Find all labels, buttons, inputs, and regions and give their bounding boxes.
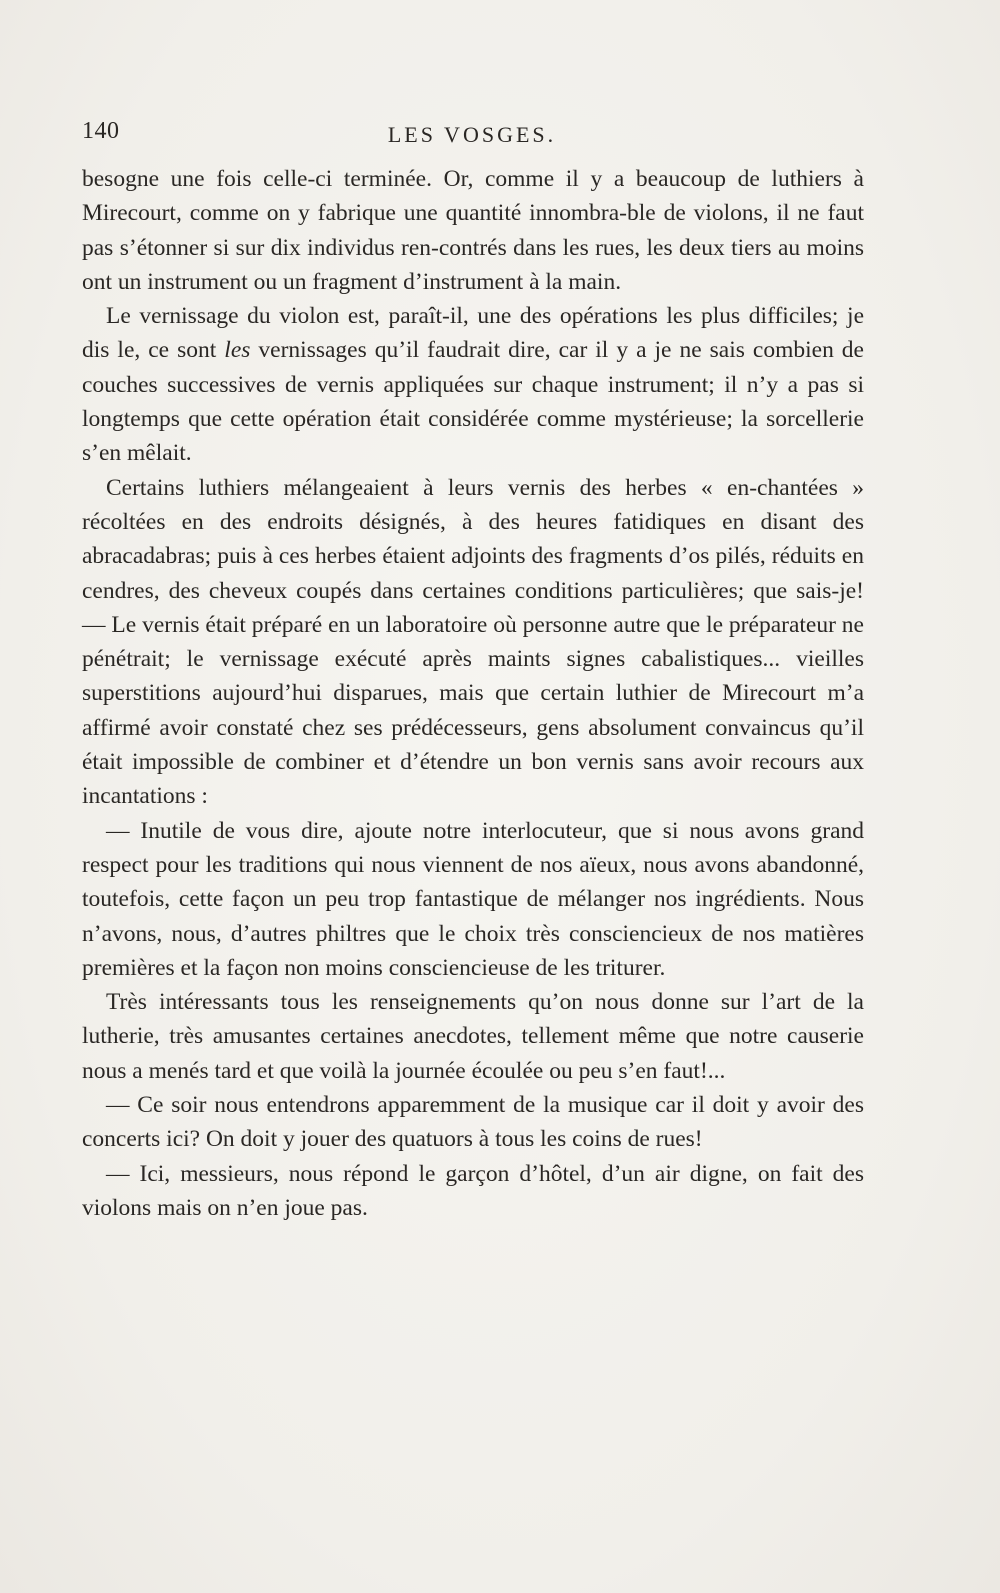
paragraph-continuation xyxy=(82,162,864,299)
paragraph-reply xyxy=(82,1157,864,1226)
paragraph-text: — Ici, messieurs, nous répond le garçon d’hôtel, d’un air digne, on fait des violons mais on n’en joue pas. xyxy=(82,1160,864,1221)
italic-emphasis: les xyxy=(224,337,251,364)
paragraph-text: besogne une fois celle-ci terminée. Or, comme il y a beaucoup de luthiers à Mirecourt, comme on y fabrique une quantité innombra-ble de violons, il ne faut pas s’étonner si sur dix individus ren-contrés dans les rues, les deux tiers au moins ont un instrument ou un fragment d’instrument à la main. xyxy=(82,166,864,295)
paragraph-interlocutor xyxy=(82,814,864,985)
paragraph-superstitions xyxy=(82,471,864,814)
paragraph-text: Le vernissage du violon est, paraît-il, une des opérations les plus difficiles; je dis le, ce sont xyxy=(82,303,864,364)
paragraph-vernissage xyxy=(82,299,864,470)
page-header xyxy=(82,118,862,152)
paragraph-text: — Ce soir nous entendrons apparemment de la musique car il doit y avoir des concerts ici? On doit y jouer des quatuors à tous les coins de rues! xyxy=(82,1092,864,1153)
body-text xyxy=(82,162,864,1225)
paragraph-text: Certains luthiers mélangeaient à leurs vernis des herbes « en-chantées » récoltées en des endroits désignés, à des heures fatidiques en disant des abracadabras; puis à ces herbes étaient adjoints des fragments d’os pilés, réduits en cendres, des cheveux coupés dans certaines conditions particulières; que sais-je! — Le vernis était préparé en un laboratoire où personne autre que le préparateur ne pénétrait; le vernissage exécuté après maints signes cabalistiques... vieilles superstitions aujourd’hui disparues, mais que certain luthier de Mirecourt m’a affirmé avoir constaté chez ses prédécesseurs, gens absolument convaincus qu’il était impossible de combiner et d’étendre un bon vernis sans avoir recours aux incantations : xyxy=(82,474,864,810)
paragraph-text: vernissages qu’il faudrait dire, car il y a je ne sais combien de couches successives de vernis appliquées sur chaque instrument; il n’y a pas si longtemps que cette opération était considérée comme mystérieuse; la sorcellerie s’en mêlait. xyxy=(82,337,864,467)
paragraph-text: — Inutile de vous dire, ajoute notre interlocuteur, que si nous avons grand respect pour les traditions qui nous viennent de nos aïeux, nous avons abandonné, toutefois, cette façon un peu trop fantastique de mélanger nos ingrédients. Nous n’avons, nous, d’autres philtres que le choix très consciencieux de nos matières premières et la façon non moins consciencieuse de les triturer. xyxy=(82,817,864,981)
paragraph-text: Très intéressants tous les renseignements qu’on nous donne sur l’art de la lutherie, très amusantes certaines anecdotes, tellement même que notre causerie nous a menés tard et que voilà la journée écoulée ou peu s’en faut!... xyxy=(82,989,864,1084)
paragraph-question xyxy=(82,1088,864,1157)
paragraph-renseignements xyxy=(82,985,864,1088)
running-title: LES VOSGES. xyxy=(387,122,557,147)
page-number: 140 xyxy=(82,118,120,144)
